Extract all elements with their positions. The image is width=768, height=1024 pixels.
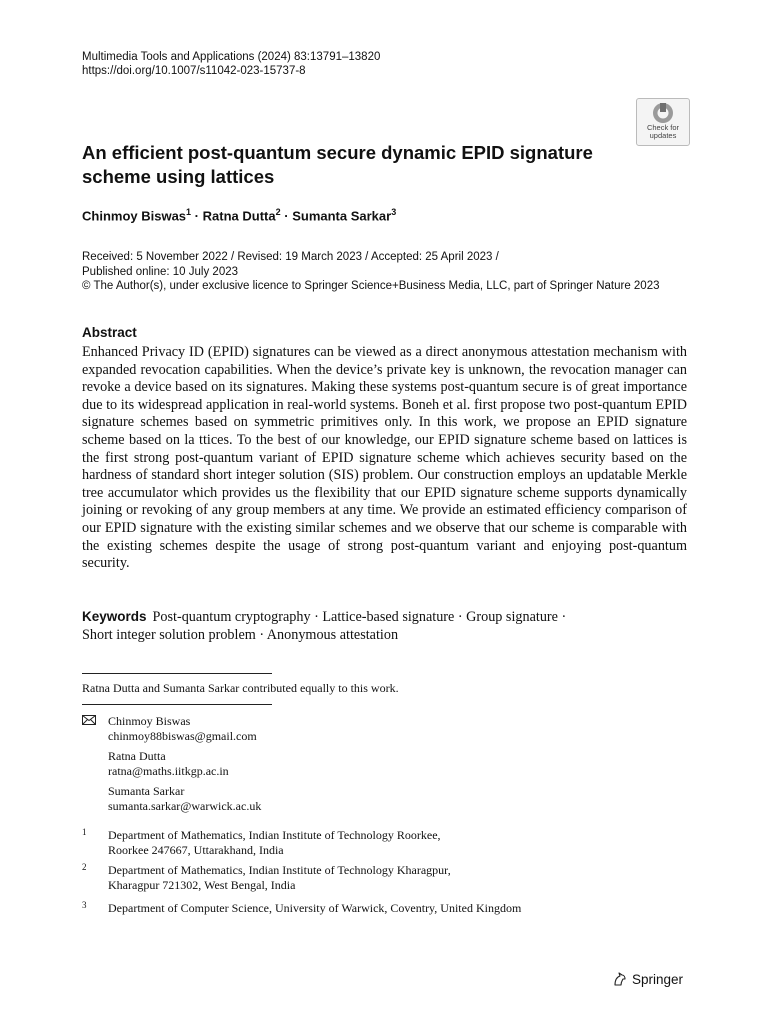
- author-separator: ·: [194, 208, 200, 224]
- footnote-rule: [82, 704, 272, 705]
- correspondent-email[interactable]: ratna@maths.iitkgp.ac.in: [108, 763, 229, 778]
- author-name[interactable]: Chinmoy Biswas: [82, 208, 187, 224]
- abstract-heading: Abstract: [82, 325, 137, 340]
- correspondent-name: Sumanta Sarkar: [108, 784, 185, 798]
- dates-line-2: Published online: 10 July 2023: [82, 265, 239, 278]
- footnote-rule: [82, 673, 272, 674]
- copyright-line: © The Author(s), under exclusive licence to Springer Science+Business Media, LLC, part of Springer Nature 2023: [82, 280, 660, 292]
- paper-title: An efficient post-quantum secure dynamic EPID signature scheme using lattices: [82, 142, 593, 187]
- publication-dates: [82, 250, 660, 294]
- correspondent-email[interactable]: sumanta.sarkar@warwick.ac.uk: [108, 798, 262, 813]
- correspondent-name: Ratna Dutta: [108, 749, 166, 763]
- correspondent-email[interactable]: chinmoy88biswas@gmail.com: [108, 728, 257, 743]
- affiliation-line-1: Department of Mathematics, Indian Institute of Technology Kharagpur,: [108, 863, 451, 877]
- journal-citation: Multimedia Tools and Applications (2024) 83:13791–13820: [82, 51, 381, 63]
- badge-line-2: updates: [649, 131, 677, 140]
- author-separator: ·: [284, 208, 289, 224]
- dates-line-1: Received: 5 November 2022 / Revised: 19 March 2023 / Accepted: 25 April 2023 /: [82, 251, 499, 263]
- affiliation-line-2: Kharagpur 721302, West Bengal, India: [108, 878, 296, 892]
- check-for-updates-badge[interactable]: [636, 98, 690, 146]
- envelope-icon: [82, 715, 96, 725]
- keywords-line-1: Post-quantum cryptography · Lattice-based signature · Group signature ·: [152, 609, 567, 625]
- correspondent-entry: [108, 784, 261, 813]
- publisher-name: Springer: [632, 972, 684, 987]
- keywords-line-2: Short integer solution problem · Anonymous attestation: [82, 626, 399, 643]
- correspondent-entry: [108, 714, 257, 743]
- affiliation-number: 2: [82, 862, 87, 872]
- keywords-block: [82, 608, 687, 644]
- springer-horse-icon: [612, 971, 628, 987]
- correspondent-entry: [108, 749, 229, 778]
- badge-line-1: Check for: [646, 123, 680, 132]
- author-list: [82, 207, 396, 223]
- contribution-note: Ratna Dutta and Sumanta Sarkar contributed equally to this work.: [82, 681, 399, 695]
- correspondent-name: Chinmoy Biswas: [108, 714, 191, 728]
- author-affiliation-number: 1: [186, 207, 192, 217]
- author-name[interactable]: Ratna Dutta: [202, 208, 276, 224]
- keywords-heading: Keywords: [82, 609, 147, 624]
- publisher-logo: [612, 971, 683, 987]
- author-affiliation-number: 2: [275, 207, 281, 217]
- doi-link[interactable]: https://doi.org/10.1007/s11042-023-15737-8: [82, 65, 306, 77]
- check-for-updates-icon: [652, 102, 674, 124]
- journal-header: [82, 50, 380, 78]
- affiliation-line-1: Department of Computer Science, University of Warwick, Coventry, United Kingdom: [108, 901, 522, 915]
- abstract-text: Enhanced Privacy ID (EPID) signatures can be viewed as a direct anonymous attestation mechanism with expanded revocation capabilities. When the device’s private key is unknown, the revocation manager can revoke a device based on its signatures. Making these systems post-quantum secure is of great importance due to its widespread application in real-world systems. Boneh et al. first propose two post-quantum EPID signature schemes based on symmetric primitives only. In this work, we propose an EPID signature scheme based on la ttices. To the best of our knowledge, our EPID signature scheme based on lattices is the first strong post-quantum variant of EPID signature scheme which achieves security based on the hardness of standard short integer solution (SIS) problem. Our construction employs an updatable Merkle tree accumulator which provides us the flexibility that our EPID signature scheme supports dynamically joining or revoking of any group members at any time. We provide an estimated efficiency comparison of our EPID signature with the existing similar schemes and we observe that our scheme is comparable with the existing schemes despite the usage of strong post-quantum variant and enjoying post-quantum security.: [82, 344, 687, 572]
- affiliation-line-1: Department of Mathematics, Indian Institute of Technology Roorkee,: [108, 828, 441, 842]
- affiliation-line-2: Roorkee 247667, Uttarakhand, India: [108, 843, 284, 857]
- author-name[interactable]: Sumanta Sarkar: [292, 208, 392, 224]
- affiliation-number: 1: [82, 827, 87, 837]
- affiliation-number: 3: [82, 900, 87, 910]
- author-affiliation-number: 3: [391, 207, 397, 217]
